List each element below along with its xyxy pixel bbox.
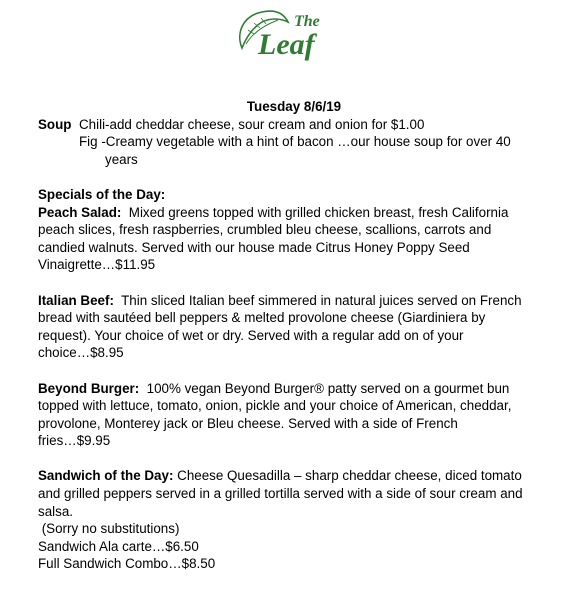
sandwich-price-combo: Full Sandwich Combo…$8.50	[38, 556, 216, 572]
sandwich-line: salsa.	[38, 503, 73, 519]
special-line: Vinaigrette…$11.95	[38, 257, 156, 273]
sandwich-line: and grilled peppers served in a grilled tortilla served with a side of sour cream and	[38, 486, 523, 502]
special-line: bread with sautéed bell peppers & melted provolone cheese (Giardiniera by	[38, 310, 486, 326]
special-beyond-burger: Beyond Burger: 100% vegan Beyond Burger® patty served on a gourmet bun	[38, 380, 510, 396]
special-italian-beef: Italian Beef: Thin sliced Italian beef simmered in natural juices served on French	[38, 292, 522, 308]
soup-item-1: Chili-add cheddar cheese, sour cream and onion for $1.00	[79, 116, 425, 132]
sandwich-price-ala-carte: Sandwich Ala carte…$6.50	[38, 538, 199, 554]
special-name: Italian Beef:	[38, 292, 114, 308]
special-line: fries…$9.95	[38, 433, 111, 449]
special-peach-salad: Peach Salad: Mixed greens topped with grilled chicken breast, fresh California	[38, 204, 509, 220]
leaf-logo-icon	[232, 4, 340, 62]
sandwich-name: Sandwich of the Day:	[38, 468, 174, 484]
sandwich-of-the-day: Sandwich of the Day: Cheese Quesadilla – sharp cheddar cheese, diced tomato	[38, 468, 522, 484]
special-line: choice…$8.95	[38, 345, 124, 361]
special-line: request). Your choice of wet or dry. Served with a regular add on of your	[38, 327, 464, 343]
logo-main-text: Leaf	[258, 28, 315, 61]
special-line: provolone, Monterey jack or Bleu cheese. Served with a side of French	[38, 415, 458, 431]
leaf-logo	[232, 4, 340, 62]
special-name: Beyond Burger:	[38, 380, 140, 396]
specials-heading: Specials of the Day:	[38, 186, 166, 202]
sandwich-note: (Sorry no substitutions)	[38, 521, 180, 537]
special-line: topped with lettuce, tomato, onion, pickle and your choice of American, cheddar,	[38, 398, 512, 414]
soup-item-2-line-1: Fig -Creamy vegetable with a hint of bacon …our house soup for over 40	[79, 134, 511, 150]
menu-date: Tuesday 8/6/19	[246, 99, 342, 114]
logo-top-text: The	[294, 13, 320, 30]
special-name: Peach Salad:	[38, 204, 122, 220]
menu-document	[38, 98, 568, 573]
soup-item-2-line-2: years	[105, 151, 138, 167]
soup-row	[38, 116, 568, 134]
special-line: candied walnuts. Served with our house made Citrus Honey Poppy Seed	[38, 239, 470, 255]
soup-label: Soup	[38, 116, 72, 132]
special-line: peach slices, fresh raspberries, crumbled bleu cheese, scallions, carrots and	[38, 222, 492, 238]
